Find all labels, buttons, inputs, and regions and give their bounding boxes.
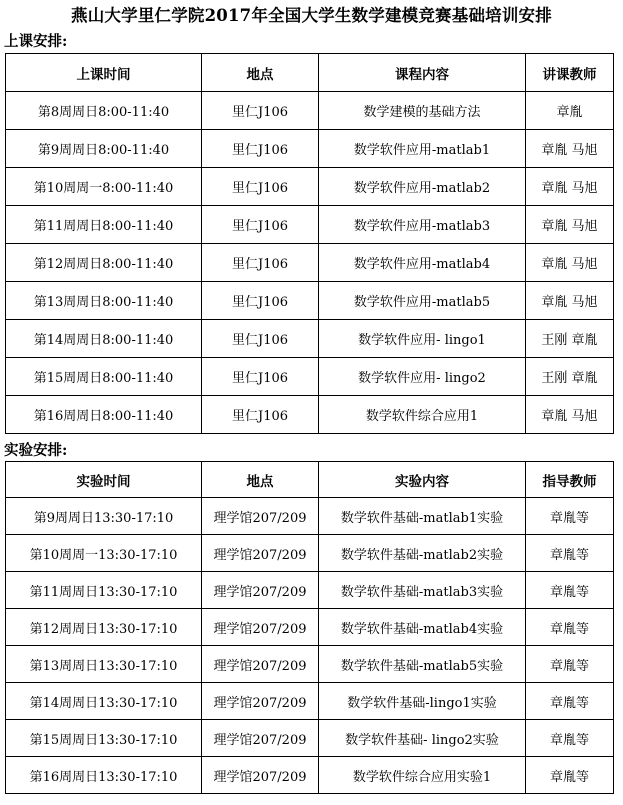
table-row: [6, 206, 614, 244]
header-location: 地点: [202, 462, 319, 498]
cell-content: 数学软件应用- lingo2: [319, 358, 526, 396]
cell-location: 理学馆207/209: [202, 498, 319, 535]
cell-time: 第15周周日8:00-11:40: [6, 358, 202, 396]
page-title: 燕山大学里仁学院2017年全国大学生数学建模竞赛基础培训安排: [71, 6, 552, 25]
header-lecture-time: 上课时间: [6, 54, 202, 92]
cell-time: 第9周周日13:30-17:10: [6, 498, 202, 535]
cell-teacher: 王刚 章胤: [526, 358, 614, 396]
cell-location: 里仁J106: [202, 130, 319, 168]
cell-time: 第13周周日8:00-11:40: [6, 282, 202, 320]
cell-time: 第14周周日8:00-11:40: [6, 320, 202, 358]
table-row: [6, 572, 614, 609]
cell-content: 数学软件应用- lingo1: [319, 320, 526, 358]
lab-schedule-table: [5, 461, 614, 794]
cell-location: 里仁J106: [202, 206, 319, 244]
cell-teacher: 章胤 马旭: [526, 168, 614, 206]
cell-location: 里仁J106: [202, 282, 319, 320]
cell-teacher: 章胤等: [526, 572, 614, 609]
cell-teacher: 章胤等: [526, 757, 614, 794]
cell-content: 数学软件基础- lingo2实验: [319, 720, 526, 757]
cell-location: 里仁J106: [202, 320, 319, 358]
cell-content: 数学软件应用-matlab4: [319, 244, 526, 282]
cell-content: 数学软件基础-matlab2实验: [319, 535, 526, 572]
table-row: [6, 757, 614, 794]
table-row: [6, 168, 614, 206]
table-row: [6, 282, 614, 320]
cell-location: 里仁J106: [202, 396, 319, 434]
cell-content: 数学软件应用-matlab5: [319, 282, 526, 320]
header-instructor: 指导教师: [526, 462, 614, 498]
cell-content: 数学软件应用-matlab1: [319, 130, 526, 168]
cell-time: 第12周周日8:00-11:40: [6, 244, 202, 282]
cell-content: 数学软件基础-matlab3实验: [319, 572, 526, 609]
cell-time: 第11周周日8:00-11:40: [6, 206, 202, 244]
table-row: [6, 358, 614, 396]
cell-time: 第10周周一13:30-17:10: [6, 535, 202, 572]
cell-teacher: 王刚 章胤: [526, 320, 614, 358]
table-row: [6, 646, 614, 683]
cell-time: 第14周周日13:30-17:10: [6, 683, 202, 720]
cell-teacher: 章胤 马旭: [526, 396, 614, 434]
cell-teacher: 章胤等: [526, 535, 614, 572]
cell-time: 第13周周日13:30-17:10: [6, 646, 202, 683]
header-location: 地点: [202, 54, 319, 92]
cell-content: 数学建模的基础方法: [319, 92, 526, 130]
cell-teacher: 章胤 马旭: [526, 282, 614, 320]
cell-location: 理学馆207/209: [202, 757, 319, 794]
table-row: [6, 244, 614, 282]
cell-teacher: 章胤等: [526, 720, 614, 757]
table-row: [6, 130, 614, 168]
cell-content: 数学软件综合应用实验1: [319, 757, 526, 794]
cell-teacher: 章胤 马旭: [526, 244, 614, 282]
cell-teacher: 章胤等: [526, 498, 614, 535]
table-header-row: [6, 462, 614, 498]
lab-section-label: 实验安排:: [4, 442, 68, 459]
cell-content: 数学软件综合应用1: [319, 396, 526, 434]
cell-time: 第10周周一8:00-11:40: [6, 168, 202, 206]
cell-content: 数学软件应用-matlab3: [319, 206, 526, 244]
header-course-content: 课程内容: [319, 54, 526, 92]
cell-time: 第8周周日8:00-11:40: [6, 92, 202, 130]
cell-content: 数学软件基础-matlab5实验: [319, 646, 526, 683]
cell-teacher: 章胤: [526, 92, 614, 130]
cell-location: 理学馆207/209: [202, 535, 319, 572]
cell-location: 里仁J106: [202, 358, 319, 396]
cell-location: 里仁J106: [202, 168, 319, 206]
cell-teacher: 章胤等: [526, 646, 614, 683]
cell-location: 理学馆207/209: [202, 609, 319, 646]
cell-teacher: 章胤 马旭: [526, 130, 614, 168]
cell-time: 第16周周日8:00-11:40: [6, 396, 202, 434]
cell-content: 数学软件基础-lingo1实验: [319, 683, 526, 720]
header-lab-content: 实验内容: [319, 462, 526, 498]
table-row: [6, 396, 614, 434]
table-row: [6, 609, 614, 646]
lecture-schedule-table: [5, 53, 614, 434]
table-header-row: [6, 54, 614, 92]
cell-location: 理学馆207/209: [202, 720, 319, 757]
cell-time: 第11周周日13:30-17:10: [6, 572, 202, 609]
cell-teacher: 章胤等: [526, 609, 614, 646]
lecture-section-label: 上课安排:: [4, 33, 68, 50]
cell-content: 数学软件应用-matlab2: [319, 168, 526, 206]
table-row: [6, 92, 614, 130]
header-lecturer: 讲课教师: [526, 54, 614, 92]
cell-location: 理学馆207/209: [202, 646, 319, 683]
cell-location: 里仁J106: [202, 244, 319, 282]
cell-time: 第15周周日13:30-17:10: [6, 720, 202, 757]
cell-time: 第9周周日8:00-11:40: [6, 130, 202, 168]
cell-content: 数学软件基础-matlab1实验: [319, 498, 526, 535]
table-row: [6, 720, 614, 757]
cell-time: 第16周周日13:30-17:10: [6, 757, 202, 794]
table-row: [6, 683, 614, 720]
cell-content: 数学软件基础-matlab4实验: [319, 609, 526, 646]
header-lab-time: 实验时间: [6, 462, 202, 498]
table-row: [6, 498, 614, 535]
table-row: [6, 320, 614, 358]
cell-teacher: 章胤等: [526, 683, 614, 720]
cell-location: 理学馆207/209: [202, 683, 319, 720]
cell-location: 里仁J106: [202, 92, 319, 130]
cell-time: 第12周周日13:30-17:10: [6, 609, 202, 646]
table-row: [6, 535, 614, 572]
cell-teacher: 章胤 马旭: [526, 206, 614, 244]
cell-location: 理学馆207/209: [202, 572, 319, 609]
